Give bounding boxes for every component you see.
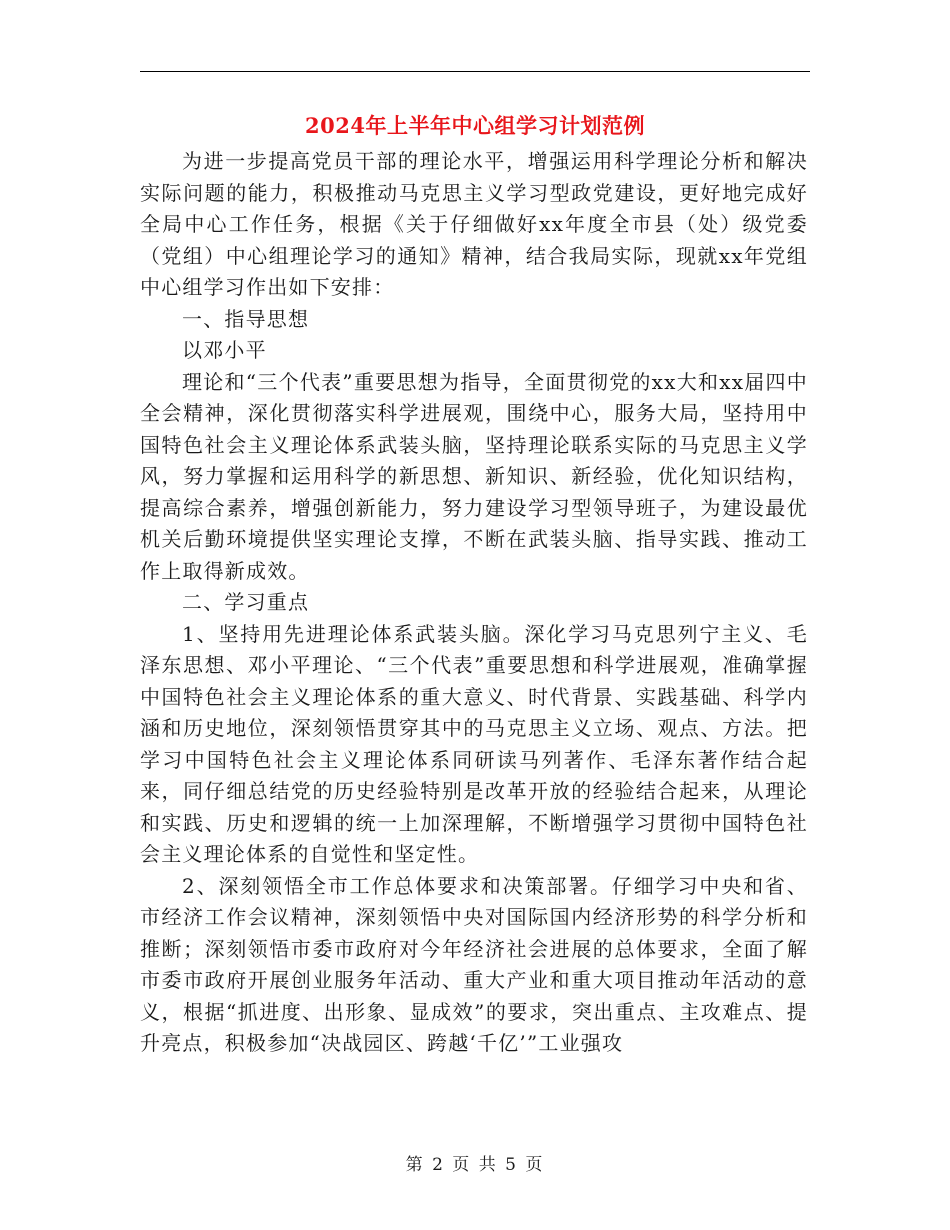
guiding-thought-lead: 以邓小平 <box>182 338 267 362</box>
study-focus-item-1: 1、坚持用先进理论体系武装头脑。深化学习马克思列宁主义、毛泽东思想、邓小平理论、“三个代表”重要思想和科学进展观，准确掌握中国特色社会主义理论体系的重大意义、时代背景、实践基础、科学内涵和历史地位，深刻领悟贯穿其中的马克思主义立场、观点、方法。把学习中国特色社会主义理论体系同研读马列著作、毛泽东著作结合起来，同仔细总结党的历史经验特别是改革开放的经验结合起来，从理论和实践、历史和逻辑的统一上加深理解，不断增强学习贯彻中国特色社会主义理论体系的自觉性和坚定性。 <box>140 621 808 866</box>
intro-paragraph: 为进一步提高党员干部的理论水平，增强运用科学理论分析和解决实际问题的能力，积极推动马克思主义学习型政党建设，更好地完成好全局中心工作任务，根据《关于仔细做好xx年度全市县（处）级党委（党组）中心组理论学习的通知》精神，结合我局实际，现就xx年党组中心组学习作出如下安排： <box>140 149 808 299</box>
study-focus-item-2: 2、深刻领悟全市工作总体要求和决策部署。仔细学习中央和省、市经济工作会议精神，深刻领悟中央对国际国内经济形势的科学分析和推断；深刻领悟市委市政府对今年经济社会进展的总体要求，全面了解市委市政府开展创业服务年活动、重大产业和重大项目推动年活动的意义，根据“抓进度、出形象、显成效”的要求，突出重点、主攻难点、提升亮点，积极参加“决战园区、跨越‘千亿’”工业强攻 <box>140 873 808 1055</box>
document-body <box>140 146 808 1060</box>
section-heading-guiding-thought: 一、指导思想 <box>182 306 310 331</box>
section-heading-study-focus: 二、学习重点 <box>182 590 310 614</box>
guiding-thought-paragraph: 理论和“三个代表”重要思想为指导，全面贯彻党的xx大和xx届四中全会精神，深化贯彻落实科学进展观，围绕中心，服务大局，坚持用中国特色社会主义理论体系武装头脑，坚持理论联系实际的马克思主义学风，努力掌握和运用科学的新思想、新知识、新经验，优化知识结构，提高综合素养，增强创新能力，努力建设学习型领导班子，为建设最优机关后勤环境提供坚实理论支撑，不断在武装头脑、指导实践、推动工作上取得新成效。 <box>140 369 808 583</box>
header-rule <box>140 71 810 72</box>
document-title: 2024年上半年中心组学习计划范例 <box>305 113 645 138</box>
page-number-footer: 第 2 页 共 5 页 <box>405 1155 545 1175</box>
